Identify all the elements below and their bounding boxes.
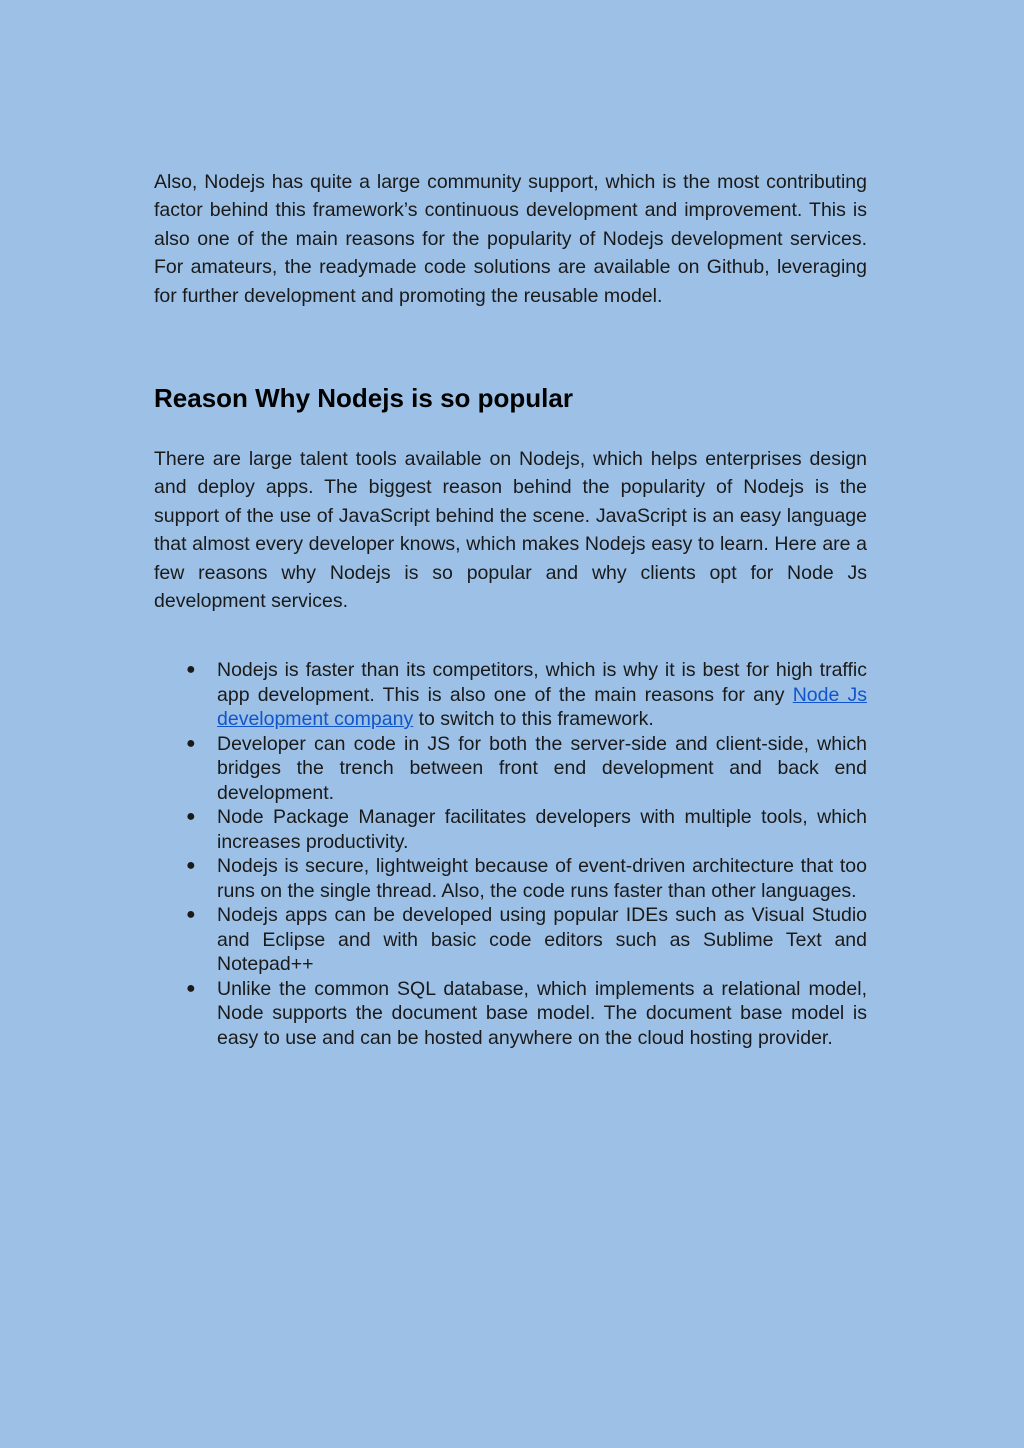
list-item — [154, 903, 867, 977]
list-item — [154, 805, 867, 854]
bullet-icon: ● — [186, 906, 196, 923]
node-js-company-link[interactable]: Node Js development company — [217, 683, 867, 730]
bullet-icon: ● — [186, 734, 196, 752]
list-item-text: Node Package Manager facilitates developers with multiple tools, which increases productivity. — [217, 806, 867, 853]
list-item — [154, 854, 867, 903]
section-paragraph: There are large talent tools available on Nodejs, which helps enterprises design and deploy apps. The biggest reason behind the popularity of Nodejs is the support of the use of JavaScript behind the scene. JavaScript is an easy language that almost every developer knows, which makes Nodejs easy to learn. Here are a few reasons why Nodejs is so popular and why clients opt for Node Js development services. — [154, 448, 867, 613]
list-item-text: Unlike the common SQL database, which implements a relational model, Node supports the document base model. The document base model is easy to use and can be hosted anywhere on the cloud hosting provider. — [217, 977, 867, 1049]
bullet-icon: ● — [186, 808, 196, 825]
list-item — [154, 977, 867, 1051]
list-item-text: Nodejs is secure, lightweight because of event-driven architecture that too runs on the single thread. Also, the code runs faster than other languages. — [217, 855, 867, 902]
list-item-text: Nodejs is faster than its competitors, which is why it is best for high traffic app development. This is also one of the main reasons for any — [217, 659, 867, 706]
bullet-icon: ● — [186, 857, 196, 874]
list-item — [154, 732, 867, 806]
bullet-icon: ● — [186, 661, 196, 678]
list-item-text: Developer can code in JS for both the server-side and client-side, which bridges the trench between front end development and back end development. — [217, 732, 867, 804]
list-item — [154, 658, 867, 732]
list-item-text: Nodejs apps can be developed using popular IDEs such as Visual Studio and Eclipse and with basic code editors such as Sublime Text and Notepad++ — [217, 904, 867, 975]
reasons-list — [154, 658, 867, 1050]
intro-paragraph: Also, Nodejs has quite a large community support, which is the most contributing factor behind this framework’s continuous development and improvement. This is also one of the main reasons for the popularity of Nodejs development services. For amateurs, the readymade code solutions are available on Github, leveraging for further development and promoting the reusable model. — [154, 171, 867, 307]
section-heading: Reason Why Nodejs is so popular — [154, 383, 573, 413]
list-item-text: to switch to this framework. — [413, 708, 654, 730]
bullet-icon: ● — [186, 979, 196, 997]
